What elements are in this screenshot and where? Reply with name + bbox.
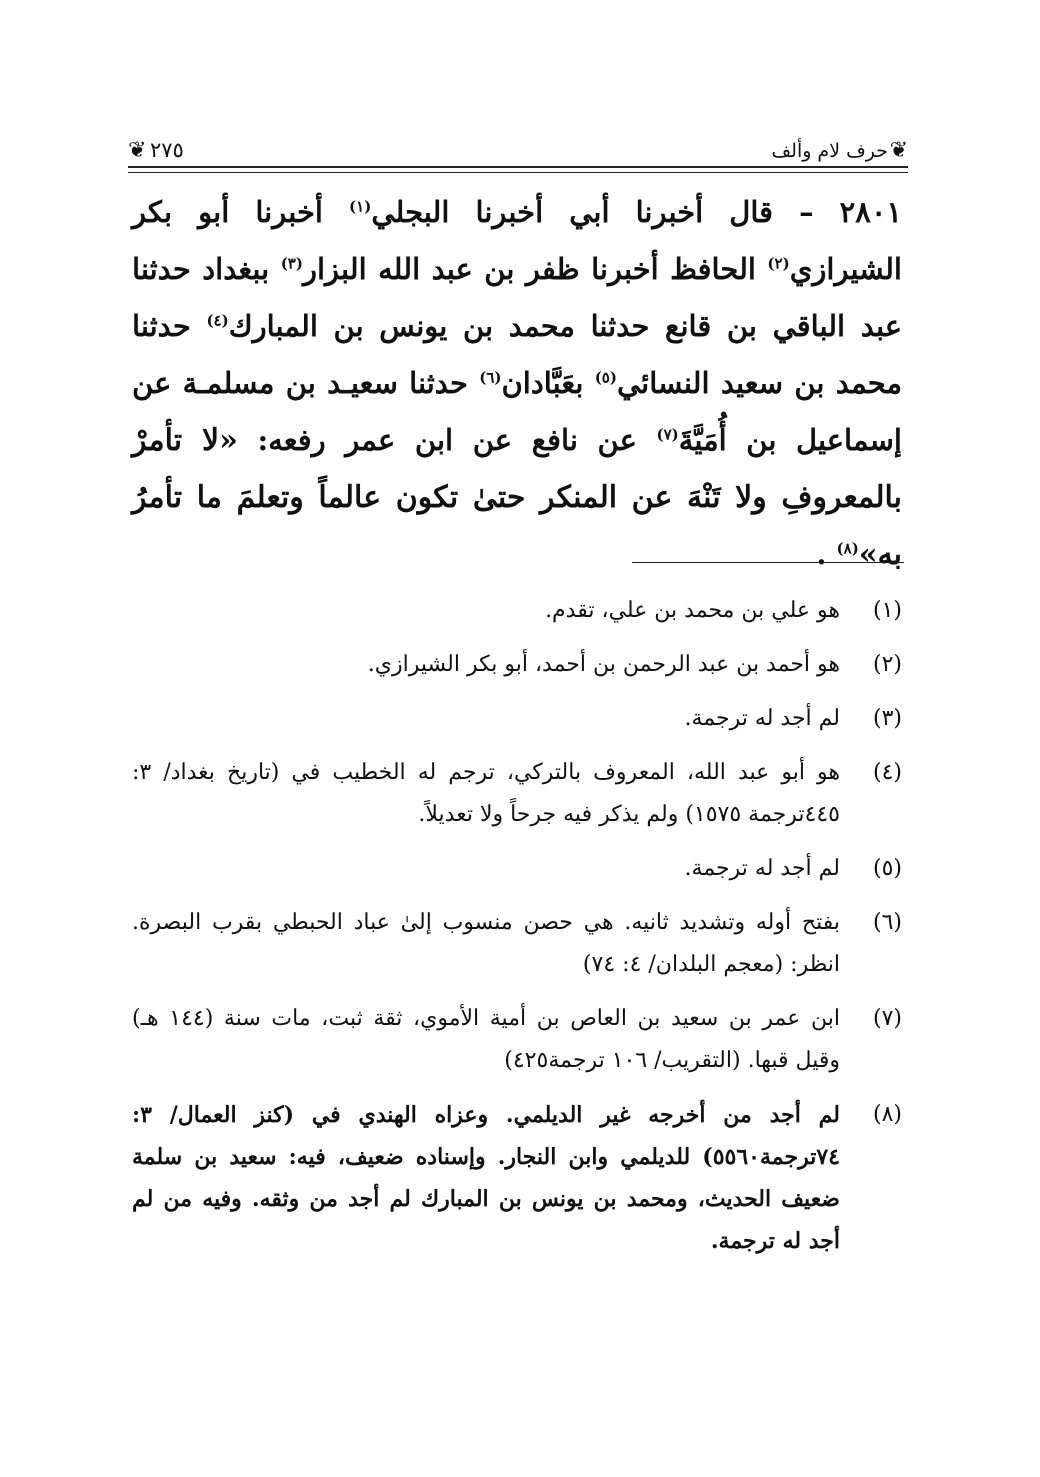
- footnote-ref[interactable]: (٨): [836, 539, 859, 558]
- footnote-ref[interactable]: (٦): [479, 368, 502, 387]
- footnote-ref[interactable]: (١): [349, 197, 372, 216]
- footnote-ref[interactable]: (٤): [206, 311, 229, 330]
- text-segment: عن نافع عن ابن عمر رفعه:: [237, 423, 657, 457]
- ornament-left-icon: ❦: [128, 138, 147, 163]
- running-header: [128, 136, 908, 176]
- footnote-text: لم أجد له ترجمة.: [684, 706, 840, 731]
- footnote-item: [132, 902, 902, 986]
- ornament-right-icon: ❦: [889, 138, 908, 163]
- footnote-text: ابن عمر بن سعيد بن العاص بن أمية الأموي، ثقة ثبت، مات سنة (١٤٤ هـ) وقيل قبها. (التقريب/ ١٠٦ ترجمة٤٢٥): [132, 1006, 841, 1073]
- footnote-number: (٧): [872, 1006, 902, 1031]
- footnote-item: [132, 590, 902, 632]
- footnote-item: [132, 998, 902, 1082]
- footnote-text: بفتح أوله وتشديد ثانيه. هي حصن منسوب إلىٰ عباد الحبطي بقرب البصرة. انظر: (معجم البلدان/ ٤: ٧٤): [132, 910, 840, 977]
- footnote-number: (١): [872, 598, 902, 623]
- text-segment: الحافظ أخبرنا ظفر بن عبد الله البزار: [302, 252, 768, 286]
- footnote-number: (٣): [872, 706, 902, 731]
- footnote-item: [132, 848, 902, 890]
- footnote-item: [132, 644, 902, 686]
- footnote-ref[interactable]: (٢): [767, 254, 790, 273]
- text-segment: حدثنا سعيـد بن مسلمـة عن إسماعيل بن أُمَيَّةَ: [132, 366, 902, 457]
- text-segment: حدثنا محمد بن سعيد النسائي: [132, 309, 902, 400]
- main-text: [132, 184, 902, 583]
- text-segment: أخبرنا أبو بكر الشيرازي: [132, 195, 902, 286]
- footnote-item: [132, 698, 902, 740]
- hadith-text: «لا تأمرْ بالمعروفِ ولا تَنْهَ عن المنكر حتىٰ تكون عالماً وتعلمَ ما تأمرُ به»: [132, 423, 902, 572]
- footnote-number: (٨): [872, 1102, 902, 1127]
- text-segment: – قال أخبرنا أبي أخبرنا البجلي: [371, 195, 814, 229]
- footnote-item: [132, 752, 902, 836]
- footnote-number: (٤): [872, 760, 902, 785]
- hadith-paragraph: [132, 184, 902, 583]
- header-title: حرف لام وألف: [771, 140, 888, 162]
- footnote-ref[interactable]: (٣): [280, 254, 303, 273]
- footnote-ref[interactable]: (٧): [656, 425, 679, 444]
- footnote-text: هو علي بن محمد بن علي، تقدم.: [545, 598, 840, 623]
- hadith-number: ٢٨٠١: [839, 195, 902, 229]
- footnote-divider: [632, 562, 904, 563]
- footnote-text: هو أحمد بن عبد الرحمن بن أحمد، أبو بكر الشيرازي.: [367, 652, 840, 677]
- footnote-text: هو أبو عبد الله، المعروف بالتركي، ترجم له الخطيب في (تاريخ بغداد/ ٣: ٤٤٥ترجمة ١٥٧٥) ولم يذكر فيه جرحاً ولا تعديلاً.: [132, 760, 840, 827]
- footnote-text: لم أجد من أخرجه غير الديلمي. وعزاه الهندي في (كنز العمال/ ٣: ٧٤ترجمة٥٥٦٠) للديلمي وابن النجار. وإسناده ضعيف، فيه: سعيد بن سلمة ضعيف الحديث، ومحمد بن يونس بن المبارك لم أجد من وثقه. وفيه من لم أجد له ترجمة.: [132, 1102, 840, 1254]
- footnotes: [132, 590, 902, 1274]
- text-segment: ببغداد حدثنا عبد الباقي بن قانع حدثنا محمد بن يونس بن المبارك: [132, 252, 903, 343]
- header-rule: [128, 166, 908, 173]
- footnote-number: (٢): [872, 652, 902, 677]
- footnote-text: لم أجد له ترجمة.: [684, 856, 840, 881]
- text-segment: .: [816, 537, 837, 571]
- footnote-number: (٦): [872, 910, 902, 935]
- page-number: ٢٧٥: [150, 138, 184, 162]
- footnote-ref[interactable]: (٥): [594, 368, 617, 387]
- footnote-number: (٥): [872, 856, 902, 881]
- text-segment: بعَبَّادان: [501, 366, 595, 400]
- footnote-item: [132, 1094, 902, 1262]
